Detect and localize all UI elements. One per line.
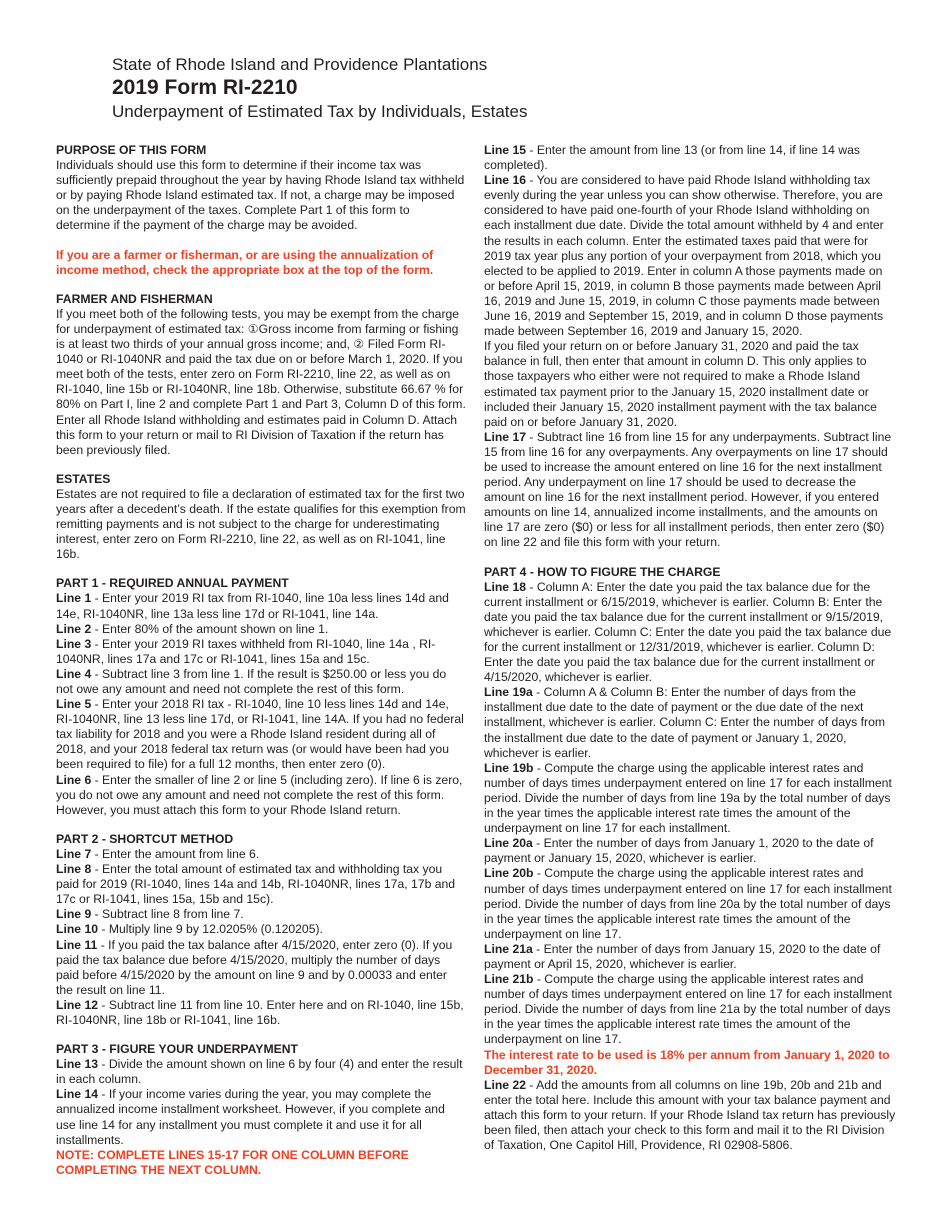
line-item: Line 1 - Enter your 2019 RI tax from RI-1040, line 10a less lines 14d and 14e, RI-1040NR, line 13a less line 17d or RI-1041, line 14a.: [56, 591, 449, 621]
line-item: If you filed your return on or before January 31, 2020 and paid the tax balance in full, then enter that amount in column D. This only applies to those taxpayers who either were not required to make a Rhode Island estimated tax payment prior to the January 15, 2020 installment date or included their January 15, 2020 installment payment with the tax balance paid on or before January 31, 2020.: [484, 339, 877, 429]
line-item: Line 4 - Subtract line 3 from line 1. If the result is $250.00 or less you do not owe any amount and need not complete the rest of this form.: [56, 666, 447, 696]
line-item: Line 7 - Enter the amount from line 6.: [56, 846, 260, 861]
line-item: Line 21b - Compute the charge using the applicable interest rates and number of days times underpayment entered on line 17 for each installment period. Divide the number of days from line 21a by the total number of days in the year times the applicable interest rate times the amount of the underpayment on line 17.: [484, 972, 892, 1047]
line-item: Line 2 - Enter 80% of the amount shown on line 1.: [56, 621, 329, 636]
part3-heading: PART 3 - FIGURE YOUR UNDERPAYMENT: [56, 1042, 298, 1057]
farmer-red-note: If you are a farmer or fisherman, or are using the annualization of income method, check the appropriate box at the top of the form.: [56, 247, 434, 277]
line-item: Line 19b - Compute the charge using the applicable interest rates and number of days times underpayment entered on line 17 for each installment period. Divide the number of days from line 19a by the total number of days in the year times the applicable interest rate times the amount of the underpayment on line 17 for each installment.: [484, 760, 892, 836]
line-item: Line 19a - Column A & Column B: Enter the number of days from the installment due date to the date of payment or the due date of the next installment, whichever is earlier. Column C: Enter the number of days from the installment due date to the date of payment or January 1, 2020, whichever is earlier.: [484, 685, 885, 760]
line-item: Line 13 - Divide the amount shown on line 6 by four (4) and enter the result in each column.: [56, 1057, 463, 1087]
line-item: Line 15 - Enter the amount from line 13 (or from line 14, if line 14 was completed).: [484, 143, 860, 173]
estates-heading: ESTATES: [56, 471, 111, 486]
line-item: Line 6 - Enter the smaller of line 2 or line 5 (including zero). If line 6 is zero, you do not owe any amount and need not complete the rest of this form. However, you must attach this form to your Rhode Island return.: [56, 772, 463, 817]
line-item: Line 10 - Multiply line 9 by 12.0205% (0.120205).: [56, 922, 323, 937]
interest-rate-note: The interest rate to be used is 18% per annum from January 1, 2020 to December 31, 2020.: [484, 1047, 890, 1077]
estates-text: Estates are not required to file a declaration of estimated tax for the first two years after a decedent’s death. If the estate qualifies for this exemption from remitting payments and is not subject to the charge for underestimating interest, enter zero on Form RI-2210, line 22, as well as on RI-1041, line 16b.: [56, 486, 466, 562]
purpose-text: Individuals should use this form to determine if their income tax was sufficiently prepaid throughout the year by having Rhode Island tax withheld or by paying Rhode Island estimated tax. If not, a charge may be imposed on the underpayment of the taxes. Complete Part 1 of this form to determine if the payment of the charge may be avoided.: [56, 158, 465, 233]
purpose-heading: PURPOSE OF THIS FORM: [56, 143, 207, 157]
line-item: Line 18 - Column A: Enter the date you paid the tax balance due for the current installment or 6/15/2019, whichever is earlier. Column B: Enter the date you paid the tax balance due for the current installment or 9/15/2019, whichever is earlier. Column C: Enter the date you paid the tax balance due for the current installment or 12/31/2019, whichever is earlier. Column D: Enter the date you paid the tax balance due for the current installment or 4/15/2020, whichever is earlier.: [484, 579, 892, 685]
part4-heading: PART 4 - HOW TO FIGURE THE CHARGE: [484, 564, 721, 579]
left-column: [56, 143, 466, 1178]
line-item: Line 14 - If your income varies during the year, you may complete the annualized income installment worksheet. However, if you complete and use line 14 for any installment you must complete it and use it for all installments.: [56, 1087, 445, 1147]
right-column: [484, 143, 896, 1153]
line-item: Line 21a - Enter the number of days from January 15, 2020 to the date of payment or April 15, 2020, whichever is earlier.: [484, 941, 881, 971]
complete-columns-note: NOTE: COMPLETE LINES 15-17 FOR ONE COLUMN BEFORE COMPLETING THE NEXT COLUMN.: [56, 1147, 409, 1177]
farmer-heading: FARMER AND FISHERMAN: [56, 291, 213, 306]
line-item: Line 22 - Add the amounts from all columns on line 19b, 20b and 21b and enter the total here. Include this amount with your tax balance payment and attach this form to your return. If your Rhode Island tax return has previously been filed, then attach your check to this form and mail it to the RI Division of Taxation, One Capitol Hill, Providence, RI 02908-5806.: [484, 1077, 896, 1153]
line-item: Line 8 - Enter the total amount of estimated tax and withholding tax you paid for 2019 (RI-1040, lines 14a and 14b, RI-1040NR, lines 17a, 17b and 17c or RI-1041, lines 15a, 15b and 15c).: [56, 862, 456, 907]
form-subtitle: Underpayment of Estimated Tax by Individuals, Estates: [112, 102, 528, 121]
line-item: Line 12 - Subtract line 11 from line 10. Enter here and on RI-1040, line 15b, RI-1040NR, line 18b or RI-1041, line 16b.: [56, 997, 464, 1027]
line-item: Line 20a - Enter the number of days from January 1, 2020 to the date of payment or January 15, 2020, whichever is earlier.: [484, 836, 874, 866]
line-item: Line 17 - Subtract line 16 from line 15 for any underpayments. Subtract line 15 from line 16 for any overpayments. Any overpayments on line 17 should be used to increase the amount entered on line 16 for the next installment period. Any underpayment on line 17 should be used to decrease the amount on line 16 for the next installment period. However, if you entered amounts on line 14, annualized income installments, and the amounts on line 17 are zero ($0) or less for all installment periods, then enter zero ($0) on line 22 and file this form with your return.: [484, 429, 892, 550]
part2-heading: PART 2 - SHORTCUT METHOD: [56, 831, 234, 846]
line-item: Line 5 - Enter your 2018 RI tax - RI-1040, line 10 less lines 14d and 14e, RI-1040NR, line 13 less line 17d, or RI-1041, line 14A. If you had no federal tax liability for 2018 and you were a Rhode Island resident during all of 2018, and your 2018 federal tax return was (or would have been had you been required to file) for a full 12 months, then enter zero (0).: [56, 697, 464, 772]
form-title: 2019 Form RI-2210: [112, 76, 298, 99]
farmer-text: If you meet both of the following tests, you may be exempt from the charge for underpayment of estimated tax: ①Gross income from farming or fishing is at least two thirds of your annual gross income; and, ② Filed Form RI-1040 or RI-1040NR and paid the tax due on or before March 1, 2020. If you meet both of the tests, enter zero on Form RI-2210, line 22, as well as on RI-1040, line 15b or RI-1040NR, line 18b. Otherwise, substitute 66.67 % for 80% on Part I, line 2 and complete Part 1 and Part 3, Column D of this form. Enter all Rhode Island withholding and estimates paid in Column D. Attach this form to your return or mail to RI Division of Taxation if the return has been previously filed.: [56, 306, 466, 457]
part1-heading: PART 1 - REQUIRED ANNUAL PAYMENT: [56, 576, 289, 591]
form-header: [112, 54, 527, 122]
line-item: Line 3 - Enter your 2019 RI taxes withheld from RI-1040, line 14a , RI-1040NR, lines 17a and 17c or RI-1041, lines 15a and 15c.: [56, 636, 436, 666]
line-item: Line 9 - Subtract line 8 from line 7.: [56, 907, 244, 922]
state-name: State of Rhode Island and Providence Plantations: [112, 55, 488, 74]
line-item: Line 16 - You are considered to have paid Rhode Island withholding tax evenly during the year unless you can show otherwise. Therefore, you are considered to have paid one-fourth of your Rhode Island withholding on each installment due date. Divide the total amount withheld by 4 and enter the results in each column. Enter the estimated taxes paid that were for 2019 tax year plus any portion of your overpayment from 2018, which you elected to be applied to 2019. Enter in column A those payments made on or before April 15, 2019, in column B those payments made between April 16, 2019 and June 15, 2019, in column C those payments made between June 16, 2019 and September 15, 2019, and in column D those payments made between September 16, 2019 and January 15, 2020.: [484, 173, 884, 339]
line-item: Line 20b - Compute the charge using the applicable interest rates and number of days times underpayment entered on line 17 for each installment period. Divide the number of days from line 20a by the total number of days in the year times the applicable interest rate times the amount of the underpayment on line 17.: [484, 866, 892, 941]
line-item: Line 11 - If you paid the tax balance after 4/15/2020, enter zero (0). If you paid the tax balance due before 4/15/2020, multiply the number of days paid before 4/15/2020 by the amount on line 9 and by 0.00033 and enter the result on line 11.: [56, 937, 453, 997]
